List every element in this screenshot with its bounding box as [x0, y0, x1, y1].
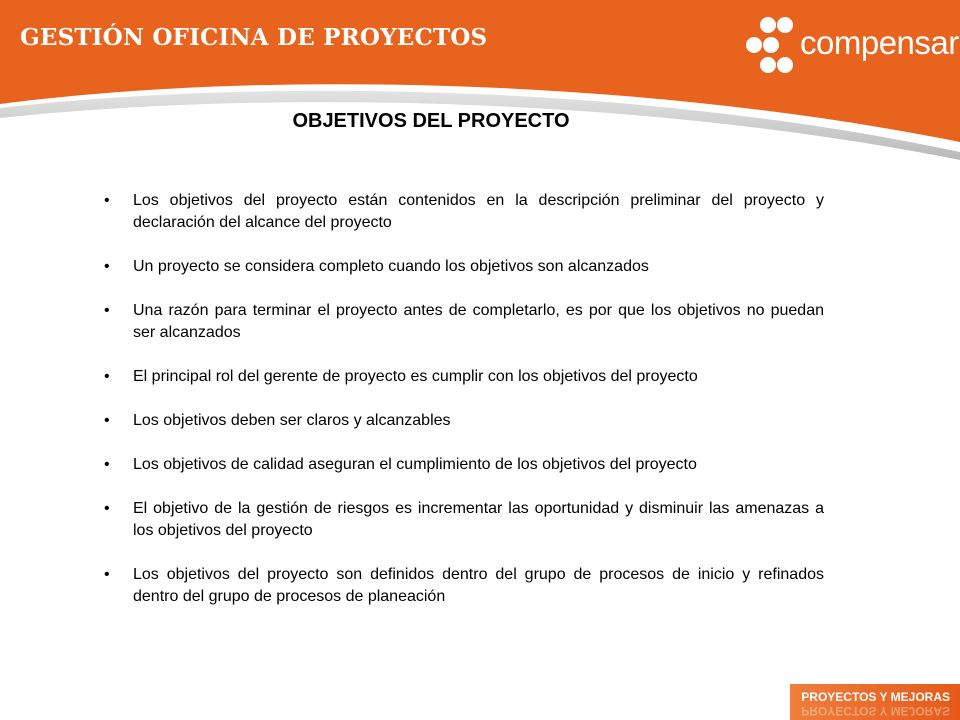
list-item-text: Los objetivos de calidad aseguran el cumplimiento de los objetivos del proyecto — [133, 456, 697, 473]
list-item-text: Los objetivos del proyecto son definidos dentro del grupo de procesos de inicio y refinados dentro del grupo de procesos de planeación — [133, 566, 824, 605]
list-item — [104, 498, 824, 564]
list-item — [104, 190, 824, 256]
footer-label: PROYECTOS Y MEJORAS — [801, 690, 950, 704]
list-item — [104, 366, 824, 410]
list-item — [104, 410, 824, 454]
bullet-icon: • — [104, 258, 110, 275]
bullet-icon: • — [104, 192, 110, 209]
bullet-icon: • — [104, 368, 110, 385]
bullet-icon: • — [104, 566, 110, 583]
logo-wordmark: compensar — [800, 24, 959, 61]
bullet-icon: • — [104, 412, 110, 429]
footer-label-reflection: PROYECTOS Y MEJORAS — [801, 704, 950, 718]
header-title: GESTIÓN OFICINA DE PROYECTOS — [20, 24, 488, 51]
list-item — [104, 300, 824, 366]
list-item-text: El principal rol del gerente de proyecto es cumplir con los objetivos del proyecto — [133, 368, 698, 385]
list-item-text: Un proyecto se considera completo cuando los objetivos son alcanzados — [133, 258, 649, 275]
list-item-text: Los objetivos deben ser claros y alcanzables — [133, 412, 451, 429]
list-item — [104, 454, 824, 498]
list-item-text: Los objetivos del proyecto están contenidos en la descripción preliminar del proyecto y declaración del alcance del proyecto — [133, 192, 824, 231]
list-item — [104, 256, 824, 300]
bullet-icon: • — [104, 302, 110, 319]
list-item-text: Una razón para terminar el proyecto antes de completarlo, es por que los objetivos no puedan ser alcanzados — [133, 302, 824, 341]
list-item-text: El objetivo de la gestión de riesgos es incrementar las oportunidad y disminuir las amenazas a los objetivos del proyecto — [133, 500, 824, 539]
logo-dots-icon — [745, 16, 801, 76]
footer-badge — [790, 684, 960, 720]
bullet-icon: • — [104, 500, 110, 517]
bullet-icon: • — [104, 456, 110, 473]
list-item — [104, 564, 824, 630]
compensar-logo — [745, 16, 959, 76]
slide-title: OBJETIVOS DEL PROYECTO — [292, 110, 570, 132]
objectives-list — [104, 190, 824, 630]
